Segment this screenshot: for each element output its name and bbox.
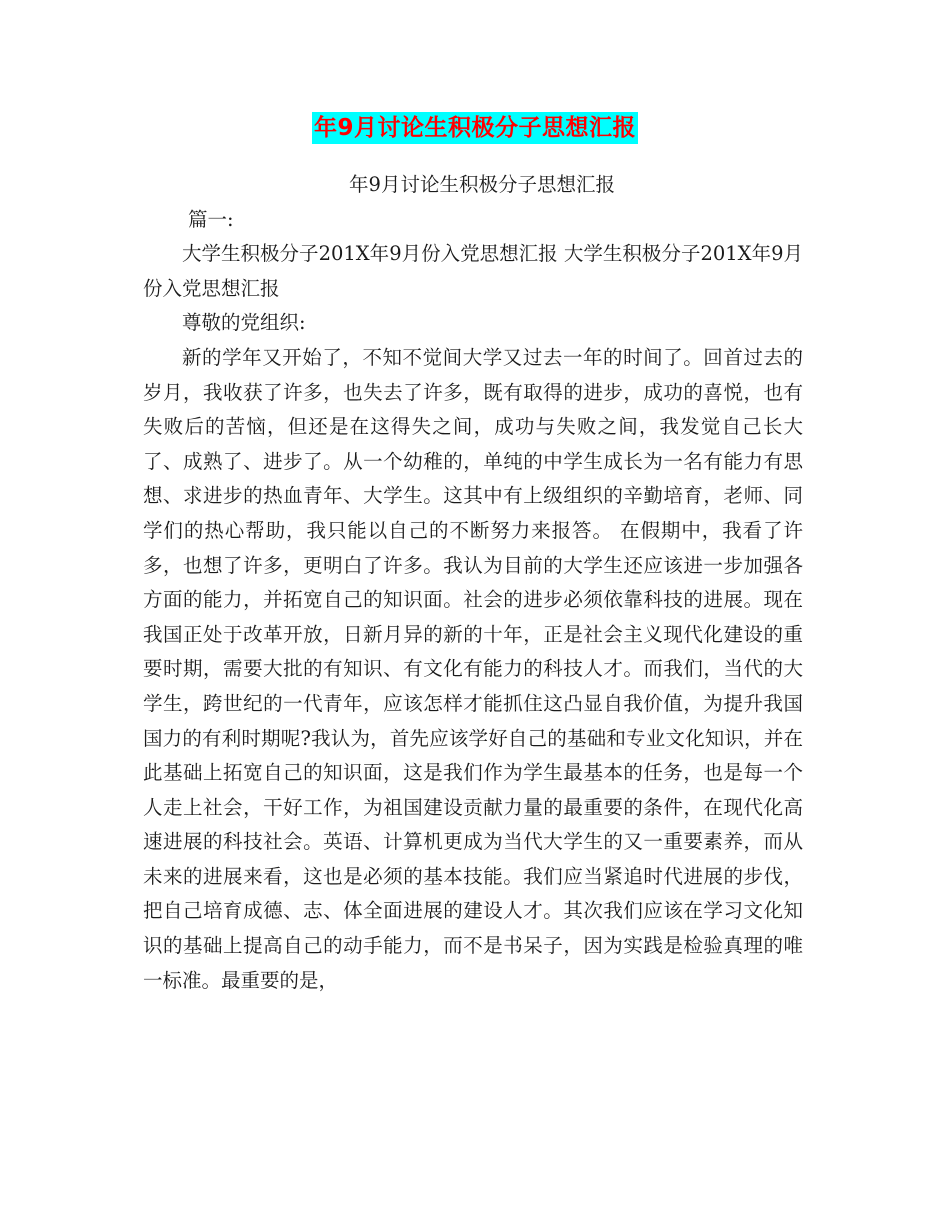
source-line: 大学生积极分子201X年9月份入党思想汇报 大学生积极分子201X年9月份入党思想汇报 [143,242,803,300]
document-heading: 年9月讨论生积极分子思想汇报 [312,112,638,144]
body-paragraph: 新的学年又开始了，不知不觉间大学又过去一年的时间了。回首过去的岁月，我收获了许多，也失去了许多，既有取得的进步，成功的喜悦，也有失败后的苦恼，但还是在这得失之间，成功与失败之间，我发觉自己长大了、成熟了、进步了。从一个幼稚的，单纯的中学生成长为一名有能力有思想、求进步的热血青年、大学生。这其中有上级组织的辛勤培育，老师、同学们的热心帮助，我只能以自己的不断努力来报答。 在假期中，我看了许多，也想了许多，更明白了许多。我认为目前的大学生还应该进一步加强各方面的能力，并拓宽自己的知识面。社会的进步必须依靠科技的进展。现在我国正处于改革开放，日新月异的新的十年，正是社会主义现代化建设的重要时期，需要大批的有知识、有文化有能力的科技人才。而我们，当代的大学生，跨世纪的一代青年，应该怎样才能抓住这凸显自我价值，为提升我国国力的有利时期呢?我认为，首先应该学好自己的基础和专业文化知识，并在此基础上拓宽自己的知识面，这是我们作为学生最基本的任务，也是每一个人走上社会，干好工作，为祖国建设贡献力量的最重要的条件，在现代化高速进展的科技社会。英语、计算机更成为当代大学生的又一重要素养，而从未来的进展来看，这也是必须的基本技能。我们应当紧追时代进展的步伐，把自己培育成德、志、体全面进展的建设人才。其次我们应该在学习文化知识的基础上提高自己的动手能力，而不是书呆子，因为实践是检验真理的唯一标准。最重要的是， [143,345,803,992]
section-label: 篇一: [188,207,234,231]
salutation: 尊敬的党组织: [182,311,306,335]
document-body [143,168,803,998]
title-block [0,112,950,144]
document-subtitle: 年9月讨论生积极分子思想汇报 [349,173,615,196]
